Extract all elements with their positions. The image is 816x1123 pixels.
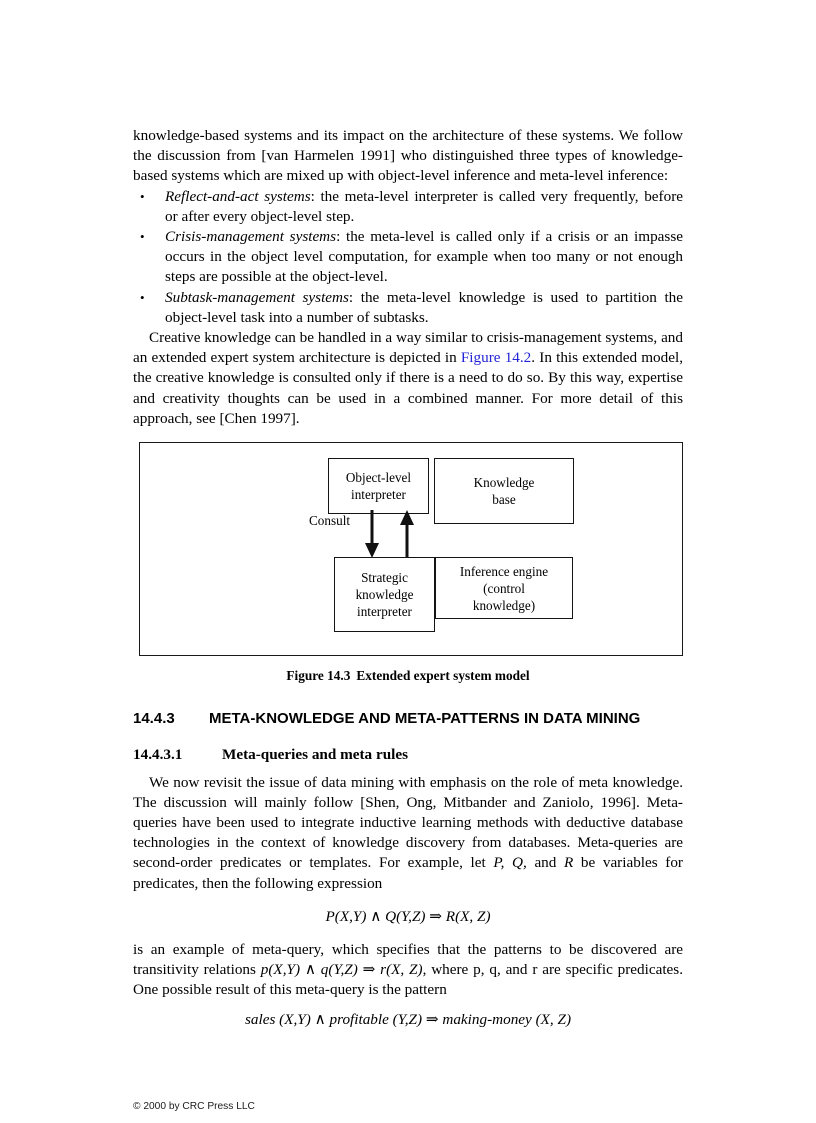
figure-caption — [133, 667, 683, 684]
arrow-down-icon — [364, 510, 380, 560]
arrow-shaft — [406, 524, 409, 560]
node-label-line3: knowledge) — [472, 597, 536, 613]
node-inference-engine — [435, 557, 573, 619]
footer-copyright: © 2000 by CRC Press LLC — [133, 1101, 255, 1112]
arrow-up-icon — [399, 510, 415, 560]
bullet-term: Crisis-management systems — [165, 228, 337, 246]
bullet-text: : the meta-level knowledge is used to partition the object-level task into a number of subtasks. — [165, 288, 684, 326]
arrow-head — [365, 543, 379, 558]
bullet-term: Reflect-and-act systems — [165, 187, 311, 205]
subsection-heading — [133, 745, 683, 764]
meta-text-part2: and — [526, 854, 564, 872]
section-heading — [133, 709, 683, 729]
list-item — [133, 187, 683, 227]
bullet-text: : the meta-level interpreter is called very frequently, before or after every object-level step. — [165, 187, 683, 225]
transitivity-paragraph — [133, 940, 683, 1001]
transitivity-text-part1: is an example of meta-query, which specifies that the patterns to be discovered are transitivity relations — [133, 940, 683, 979]
bullet-term: Subtask-management systems — [165, 288, 349, 306]
figure-frame — [139, 442, 683, 656]
meta-text-part1: We now revisit the issue of data mining with emphasis on the role of meta knowledge. The discussion will mainly follow [Shen, Ong, Mitbander and Zaniolo, 1996]. Meta-queries have been used to integrate inductive learning methods with deductive database technologies in the context of knowledge discovery from databases. Meta-queries are second-order predicates or templates. For example, let — [133, 773, 683, 872]
creative-text-part1: Creative knowledge can be handled in a way similar to crisis-management systems, and an extended expert system architecture is depicted in — [133, 329, 683, 367]
bullet-icon: • — [140, 289, 145, 305]
node-strategic-knowledge-interpreter — [334, 557, 435, 632]
figure-caption-text: Extended expert system model — [356, 668, 530, 684]
systems-bullet-list — [133, 187, 683, 328]
consult-label: Consult — [309, 513, 351, 529]
variable-r: R — [564, 854, 574, 872]
subsection-heading-number: 14.4.3.1 — [133, 745, 183, 763]
variable-p-q: P, Q, — [493, 854, 527, 872]
figure-14-2-link[interactable]: Figure 14.2 — [460, 349, 532, 367]
figure-14-3 — [133, 442, 683, 658]
creative-text-part2: . In this extended model, the creative knowledge is consulted only if there is a need to do so. By this way, expertise and creativity thoughts can be used in a combined manner. For more detail of this approach, see [Chen 1997]. — [133, 349, 684, 427]
section-heading-title: META-KNOWLEDGE AND META-PATTERNS IN DATA MINING — [209, 710, 641, 728]
node-object-level-interpreter — [328, 458, 429, 514]
bullet-text: : the meta-level is called only if a crisis or an impasse occurs in the object level computation, for example when too many or not enough steps are possible at the object-level. — [165, 228, 683, 286]
formula-sales-pattern: sales (X,Y) ∧ profitable (Y,Z) ⇒ making-money (X, Z) — [244, 1010, 572, 1028]
node-label-line2: base — [492, 492, 516, 508]
node-label-line3: interpreter — [357, 604, 412, 620]
list-item — [133, 227, 683, 288]
arrow-shaft — [371, 510, 374, 546]
transitivity-text-part2: , where p, q, and r are specific predicates. One possible result of this meta-query is the pattern — [133, 961, 683, 999]
node-label-line1: Strategic — [361, 570, 408, 586]
node-label-line2: knowledge — [355, 587, 414, 603]
node-label-line1: Knowledge — [473, 475, 535, 491]
formula-meta-query: P(X,Y) ∧ Q(Y,Z) ⇒ R(X, Z) — [325, 907, 491, 925]
figure-caption-number: Figure 14.3 — [286, 668, 351, 684]
inline-formula-transitivity: p(X,Y) ∧ q(Y,Z) ⇒ r(X, Z) — [260, 961, 423, 979]
node-knowledge-base — [434, 458, 574, 524]
creative-knowledge-paragraph — [133, 328, 683, 429]
node-label-line2: interpreter — [351, 487, 406, 503]
subsection-heading-title: Meta-queries and meta rules — [222, 745, 409, 763]
bullet-icon: • — [140, 188, 145, 204]
bullet-icon: • — [140, 229, 145, 245]
meta-queries-paragraph — [133, 773, 683, 894]
page-content — [133, 0, 683, 1123]
meta-text-part3: be variables for predicates, then the following expression — [133, 854, 683, 892]
intro-paragraph: knowledge-based systems and its impact on the architecture of these systems. We follow the discussion from [van Harmelen 1991] who distinguished three types of knowledge-based systems which are mixed up with object-level inference and meta-level inference: — [133, 127, 683, 185]
node-label-line1: Inference engine — [459, 563, 549, 579]
node-label-line1: Object-level — [345, 470, 412, 486]
node-label-line2: (control — [483, 580, 525, 596]
section-heading-number: 14.4.3 — [133, 710, 175, 728]
list-item — [133, 288, 683, 328]
arrow-head — [400, 510, 414, 525]
